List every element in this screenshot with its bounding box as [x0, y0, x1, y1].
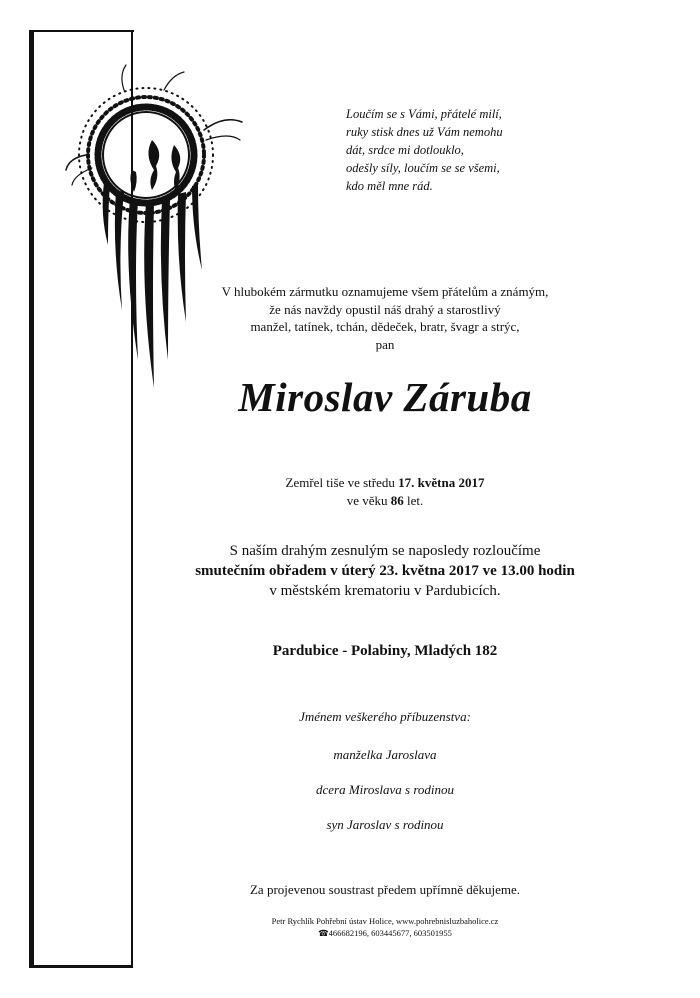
- footer-phones-line: [140, 927, 630, 939]
- frame-bottom-border: [29, 965, 133, 968]
- farewell-poem: [346, 105, 596, 195]
- intro-line: že nás navždy opustil náš drahý a starostlivý: [269, 301, 501, 317]
- family-address: Pardubice - Polabiny, Mladých 182: [272, 643, 498, 659]
- footer-phones: 466682196, 603445677, 603501955: [328, 928, 452, 938]
- poem-line: kdo měl mne rád.: [346, 179, 433, 193]
- relative-item: manželka Jaroslava: [333, 747, 437, 762]
- intro-line: pan: [375, 336, 395, 352]
- ceremony-line-1: S naším drahým zesnulým se naposledy rozloučíme: [229, 543, 541, 559]
- ceremony-line-3: v městském krematoriu v Pardubicích.: [269, 583, 501, 599]
- age-value: 86: [390, 493, 404, 508]
- poem-line: ruky stisk dnes už Vám nemohu: [346, 125, 503, 139]
- frame-left-border: [29, 30, 34, 966]
- ceremony-datetime: smutečním obřadem v úterý 23. května 2017 ve 13.00 hodin: [195, 563, 575, 579]
- poem-line: odešly síly, loučím se se všemi,: [346, 161, 500, 175]
- relatives-heading: Jménem veškerého příbuzenstva:: [299, 709, 471, 724]
- death-date: 17. května 2017: [398, 475, 485, 490]
- death-date-line: [140, 474, 630, 492]
- thanks-note: Za projevenou soustrast předem upřímně děkujeme.: [249, 882, 521, 897]
- phone-icon: ☎: [318, 928, 329, 938]
- deceased-name: Miroslav Záruba: [238, 374, 532, 420]
- relative-item: dcera Miroslava s rodinou: [315, 782, 455, 797]
- death-date-prefix: Zemřel tiše ve středu: [285, 475, 399, 490]
- death-details: [140, 474, 630, 510]
- funeral-service-footer: [140, 915, 630, 939]
- announcement-intro: [140, 283, 630, 353]
- ceremony-details: [140, 541, 630, 601]
- intro-line: V hlubokém zármutku oznamujeme všem přátelům a známým,: [221, 284, 549, 299]
- ceremony-line-2: [140, 561, 630, 581]
- age-prefix: ve věku: [346, 493, 391, 508]
- poem-line: Loučím se s Vámi, přátelé milí,: [346, 107, 502, 121]
- frame-top-border: [29, 30, 134, 32]
- death-age-line: [140, 492, 630, 510]
- age-suffix: let.: [403, 493, 424, 508]
- footer-company: Petr Rychlík Pohřební ústav Holice, www.pohrebnisluzbaholice.cz: [271, 916, 499, 926]
- poem-line: dát, srdce mi dotlouklo,: [346, 143, 464, 157]
- relative-item: syn Jaroslav s rodinou: [326, 817, 444, 832]
- intro-line: manžel, tatínek, tchán, dědeček, bratr, švagr a strýc,: [250, 319, 520, 334]
